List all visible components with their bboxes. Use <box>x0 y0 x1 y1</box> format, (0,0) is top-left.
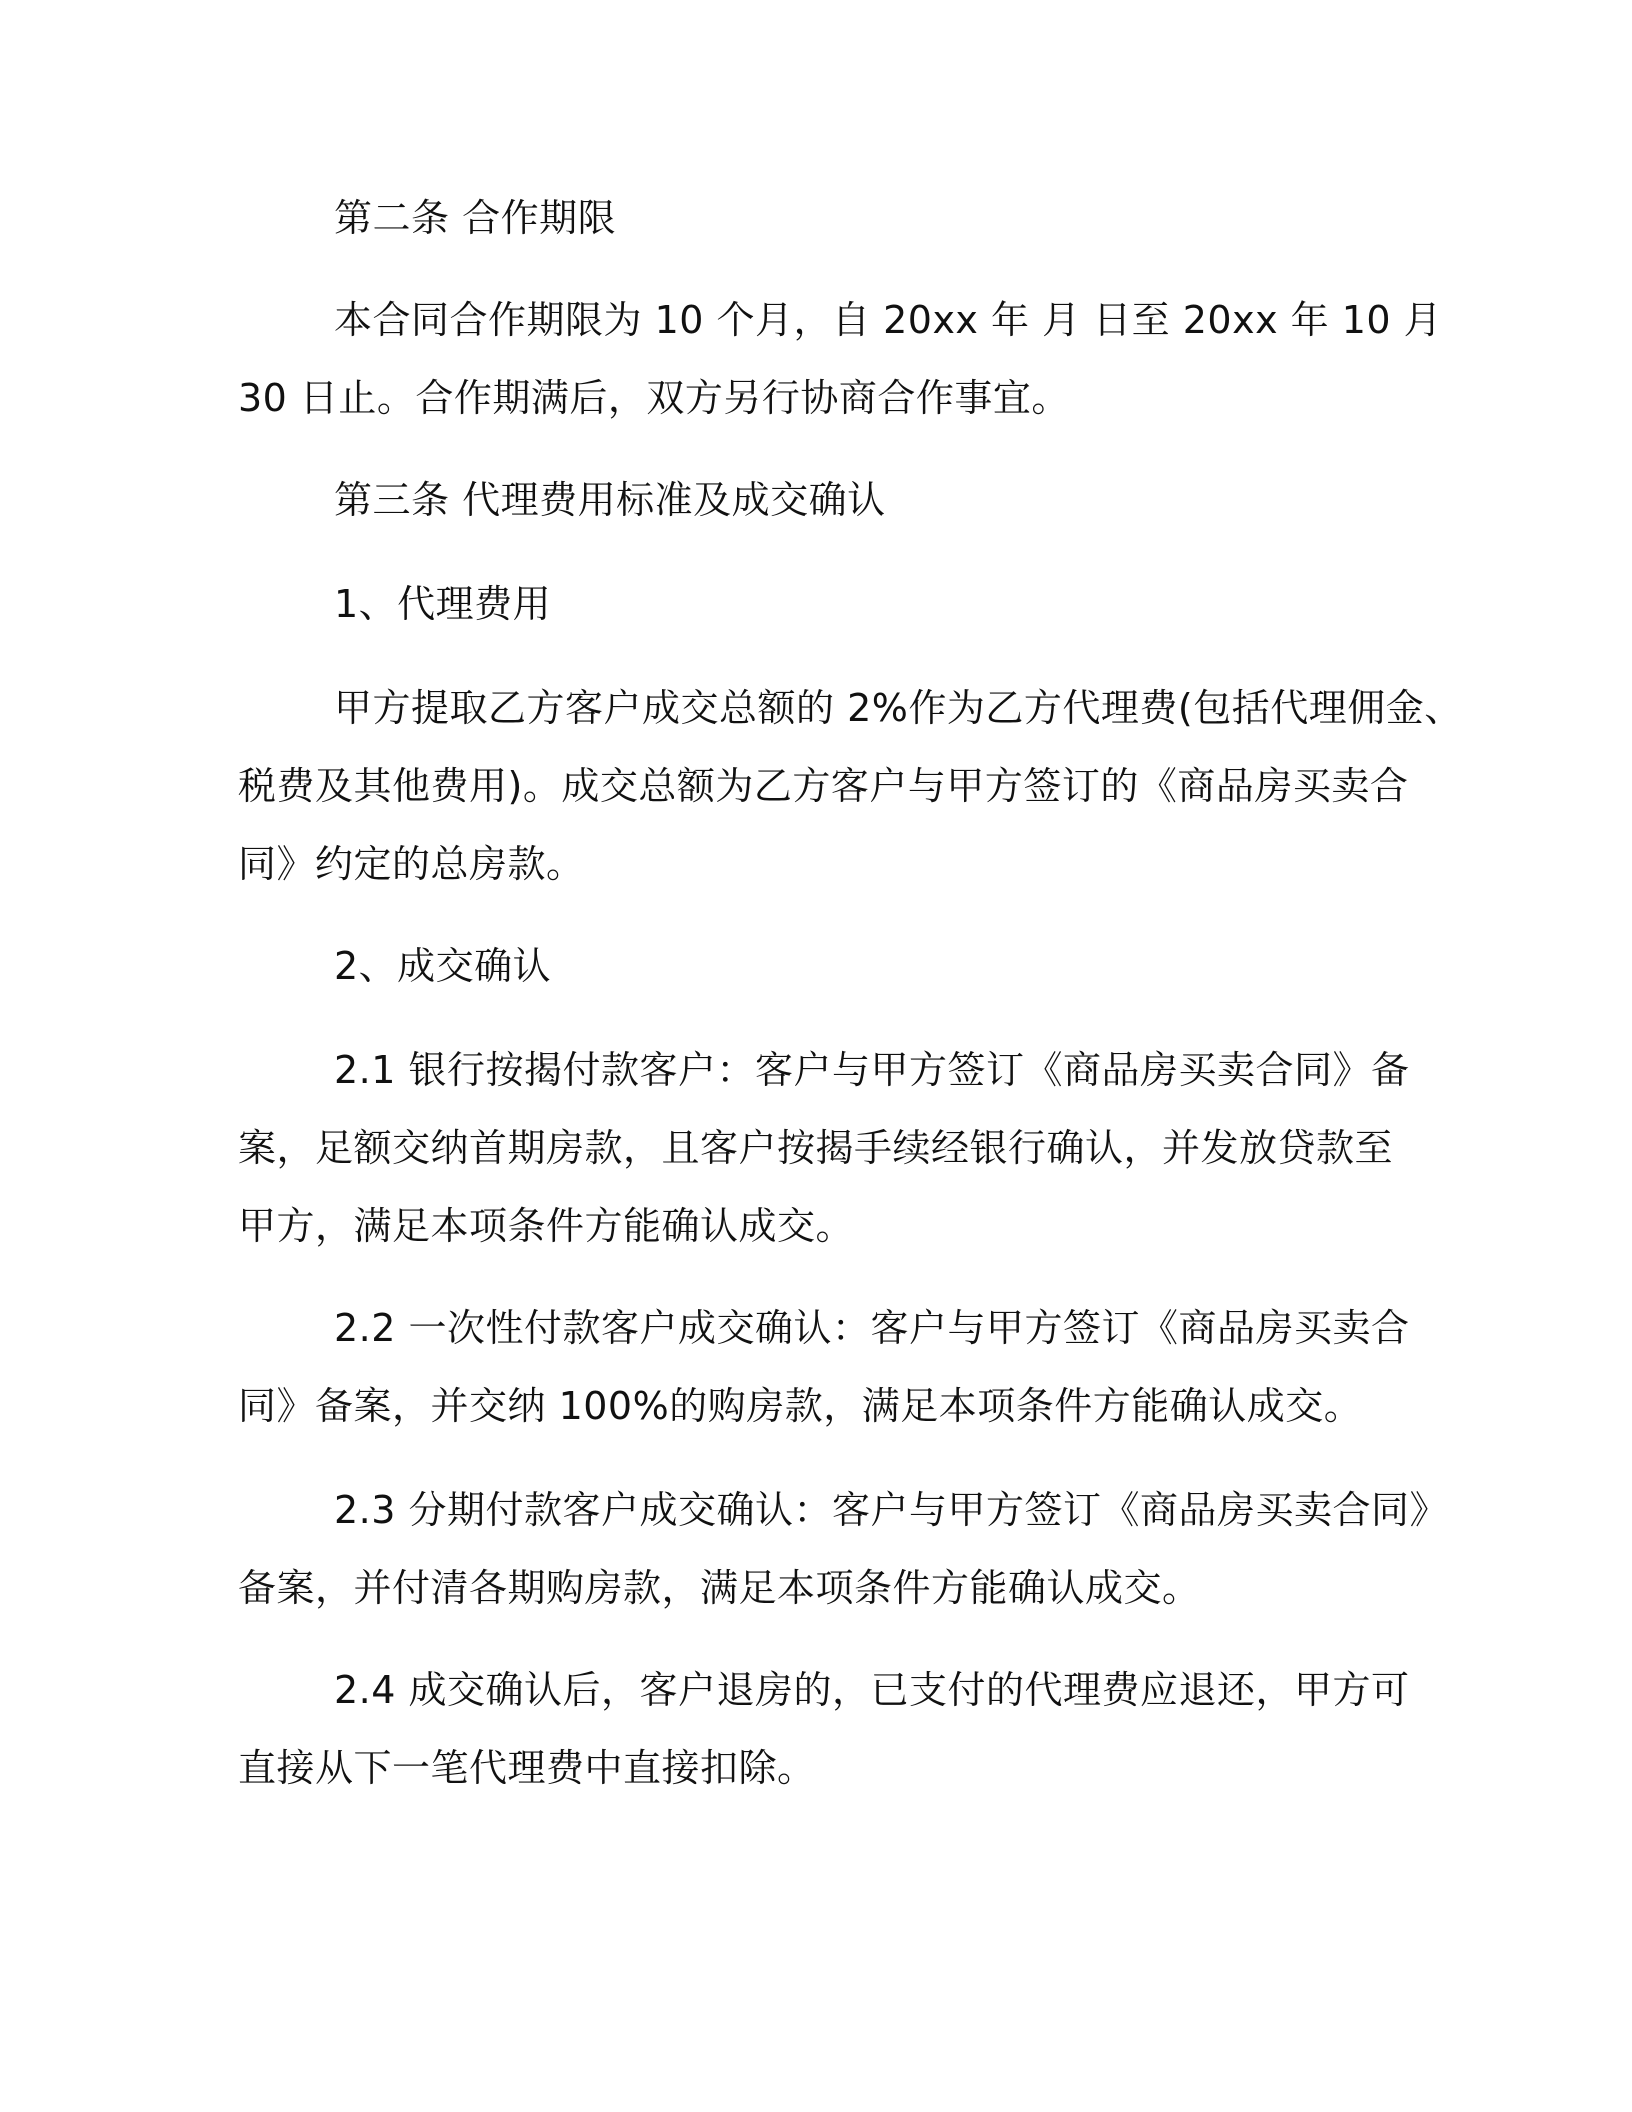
item-2-2-line-2: 同》备案，并交纳 100%的购房款，满足本项条件方能确认成交。 <box>238 1384 1363 1428</box>
article-2-paragraph-line-2: 30 日止。合作期满后，双方另行协商合作事宜。 <box>238 376 1070 420</box>
article-3-heading: 第三条 代理费用标准及成交确认 <box>334 478 886 522</box>
item-2-4-line-2: 直接从下一笔代理费中直接扣除。 <box>238 1746 816 1790</box>
item-2-4-line-1: 2.4 成交确认后，客户退房的，已支付的代理费应退还，甲方可 <box>334 1668 1410 1712</box>
item-2-1-line-1: 2.1 银行按揭付款客户：客户与甲方签订《商品房买卖合同》备 <box>334 1048 1410 1092</box>
article-2-paragraph-line-1: 本合同合作期限为 10 个月，自 20xx 年 月 日至 20xx 年 10 月 <box>334 298 1443 342</box>
item-2-1-line-3: 甲方，满足本项条件方能确认成交。 <box>238 1204 855 1248</box>
item-2-3-line-1: 2.3 分期付款客户成交确认：客户与甲方签订《商品房买卖合同》 <box>334 1488 1449 1532</box>
section-1-paragraph-line-2: 税费及其他费用)。成交总额为乙方客户与甲方签订的《商品房买卖合 <box>238 764 1409 808</box>
section-2-heading: 2、成交确认 <box>334 944 552 988</box>
item-2-2-line-1: 2.2 一次性付款客户成交确认：客户与甲方签订《商品房买卖合 <box>334 1306 1410 1350</box>
item-2-3-line-2: 备案，并付清各期购房款，满足本项条件方能确认成交。 <box>238 1566 1201 1610</box>
section-1-heading: 1、代理费用 <box>334 582 552 626</box>
section-1-paragraph-line-3: 同》约定的总房款。 <box>238 842 585 886</box>
article-2-heading: 第二条 合作期限 <box>334 196 617 240</box>
section-1-paragraph-line-1: 甲方提取乙方客户成交总额的 2%作为乙方代理费(包括代理佣金、 <box>334 686 1463 730</box>
item-2-1-line-2: 案，足额交纳首期房款，且客户按揭手续经银行确认，并发放贷款至 <box>238 1126 1394 1170</box>
